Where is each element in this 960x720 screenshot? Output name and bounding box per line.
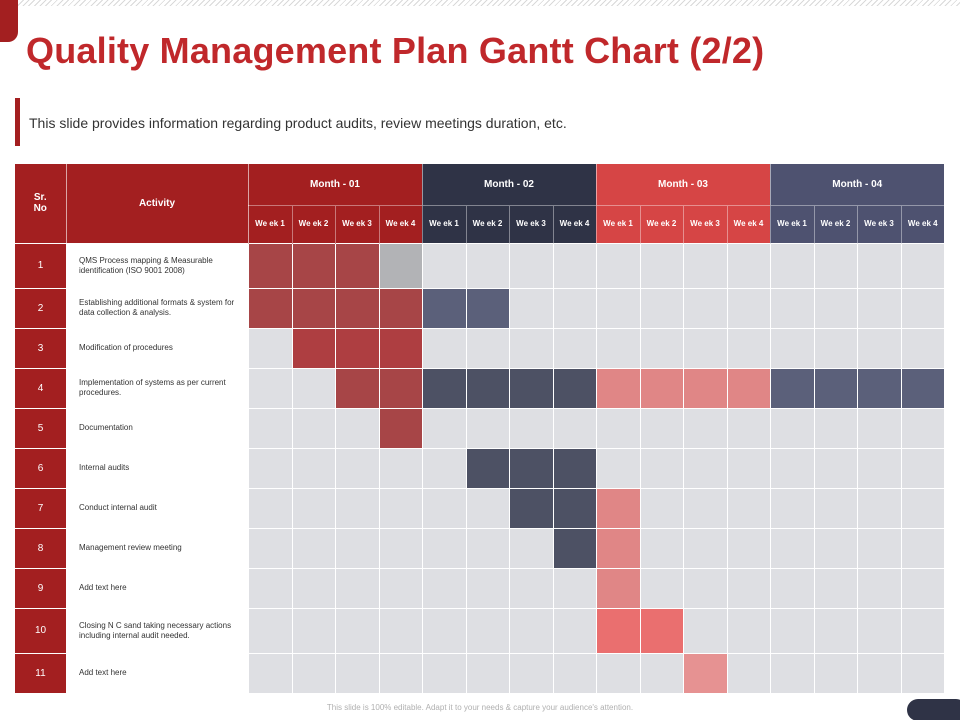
gantt-bar-cell — [683, 368, 727, 408]
gantt-empty-cell — [683, 408, 727, 448]
gantt-bar-cell — [770, 368, 814, 408]
row-activity: Documentation — [66, 408, 248, 448]
gantt-bar-cell — [596, 568, 640, 608]
gantt-empty-cell — [335, 608, 379, 653]
row-activity: Implementation of systems as per current procedures. — [66, 368, 248, 408]
gantt-bar-cell — [292, 328, 335, 368]
row-activity: Establishing additional formats & system for data collection & analysis. — [66, 288, 248, 328]
gantt-empty-cell — [422, 408, 466, 448]
gantt-empty-cell — [379, 568, 422, 608]
week-header-m1-w3: We ek 3 — [335, 205, 379, 243]
gantt-empty-cell — [422, 653, 466, 693]
week-header-m4-w2: We ek 2 — [814, 205, 857, 243]
gantt-empty-cell — [553, 408, 596, 448]
gantt-empty-cell — [248, 568, 292, 608]
table-row — [15, 408, 944, 448]
gantt-bar-cell — [335, 368, 379, 408]
gantt-empty-cell — [292, 528, 335, 568]
gantt-empty-cell — [466, 568, 509, 608]
gantt-empty-cell — [683, 608, 727, 653]
gantt-empty-cell — [379, 653, 422, 693]
gantt-bar-cell — [901, 368, 944, 408]
corner-tab — [0, 0, 18, 42]
gantt-empty-cell — [857, 243, 901, 288]
gantt-empty-cell — [814, 408, 857, 448]
gantt-bar-cell — [596, 528, 640, 568]
gantt-empty-cell — [770, 528, 814, 568]
gantt-empty-cell — [596, 448, 640, 488]
gantt-empty-cell — [509, 243, 553, 288]
gantt-empty-cell — [683, 288, 727, 328]
table-row — [15, 488, 944, 528]
gantt-empty-cell — [422, 608, 466, 653]
gantt-empty-cell — [292, 488, 335, 528]
gantt-empty-cell — [596, 653, 640, 693]
month-header-row — [15, 164, 944, 205]
gantt-empty-cell — [466, 328, 509, 368]
slide-subtitle: This slide provides information regarding product audits, review meetings duration, etc. — [29, 115, 567, 131]
gantt-empty-cell — [422, 568, 466, 608]
gantt-empty-cell — [596, 328, 640, 368]
gantt-empty-cell — [466, 653, 509, 693]
week-header-m4-w4: We ek 4 — [901, 205, 944, 243]
row-sr-no: 9 — [15, 568, 66, 608]
gantt-empty-cell — [727, 568, 770, 608]
gantt-empty-cell — [335, 568, 379, 608]
gantt-empty-cell — [466, 488, 509, 528]
gantt-empty-cell — [814, 528, 857, 568]
row-sr-no: 3 — [15, 328, 66, 368]
gantt-empty-cell — [683, 243, 727, 288]
table-row — [15, 328, 944, 368]
gantt-empty-cell — [248, 528, 292, 568]
gantt-empty-cell — [248, 488, 292, 528]
gantt-empty-cell — [335, 528, 379, 568]
gantt-empty-cell — [379, 488, 422, 528]
week-header-m1-w1: We ek 1 — [248, 205, 292, 243]
gantt-empty-cell — [509, 408, 553, 448]
gantt-empty-cell — [901, 408, 944, 448]
week-header-m3-w3: We ek 3 — [683, 205, 727, 243]
gantt-empty-cell — [770, 288, 814, 328]
gantt-empty-cell — [292, 448, 335, 488]
week-header-m2-w3: We ek 3 — [509, 205, 553, 243]
month-04-header: Month - 04 — [770, 164, 944, 205]
gantt-empty-cell — [727, 448, 770, 488]
gantt-empty-cell — [727, 528, 770, 568]
gantt-bar-cell — [727, 368, 770, 408]
month-02-header: Month - 02 — [422, 164, 596, 205]
gantt-empty-cell — [683, 328, 727, 368]
gantt-empty-cell — [640, 408, 683, 448]
gantt-empty-cell — [292, 653, 335, 693]
gantt-empty-cell — [857, 528, 901, 568]
gantt-empty-cell — [857, 408, 901, 448]
gantt-empty-cell — [640, 288, 683, 328]
gantt-empty-cell — [814, 328, 857, 368]
gantt-empty-cell — [640, 328, 683, 368]
gantt-empty-cell — [814, 448, 857, 488]
gantt-empty-cell — [814, 653, 857, 693]
gantt-empty-cell — [901, 608, 944, 653]
gantt-bar-cell — [422, 368, 466, 408]
row-sr-no: 5 — [15, 408, 66, 448]
gantt-empty-cell — [727, 328, 770, 368]
gantt-empty-cell — [466, 408, 509, 448]
gantt-empty-cell — [379, 448, 422, 488]
gantt-empty-cell — [509, 328, 553, 368]
week-header-m3-w2: We ek 2 — [640, 205, 683, 243]
gantt-empty-cell — [292, 368, 335, 408]
gantt-empty-cell — [857, 653, 901, 693]
row-activity: QMS Process mapping & Measurable identification (ISO 9001 2008) — [66, 243, 248, 288]
gantt-table — [15, 164, 945, 694]
gantt-bar-cell — [335, 243, 379, 288]
gantt-bar-cell — [466, 448, 509, 488]
gantt-bar-cell — [335, 328, 379, 368]
gantt-bar-cell — [379, 368, 422, 408]
gantt-empty-cell — [422, 448, 466, 488]
gantt-empty-cell — [422, 243, 466, 288]
gantt-bar-cell — [596, 608, 640, 653]
gantt-bar-cell — [640, 368, 683, 408]
month-03-header: Month - 03 — [596, 164, 770, 205]
gantt-empty-cell — [727, 653, 770, 693]
gantt-empty-cell — [814, 288, 857, 328]
gantt-empty-cell — [640, 448, 683, 488]
gantt-empty-cell — [770, 568, 814, 608]
week-header-m4-w1: We ek 1 — [770, 205, 814, 243]
gantt-empty-cell — [770, 608, 814, 653]
gantt-bar-cell — [335, 288, 379, 328]
gantt-bar-cell — [640, 608, 683, 653]
week-header-m1-w4: We ek 4 — [379, 205, 422, 243]
gantt-empty-cell — [292, 408, 335, 448]
gantt-empty-cell — [640, 488, 683, 528]
gantt-empty-cell — [814, 608, 857, 653]
gantt-bar-cell — [248, 243, 292, 288]
gantt-bar-cell — [379, 408, 422, 448]
gantt-empty-cell — [248, 408, 292, 448]
row-activity: Internal audits — [66, 448, 248, 488]
activity-header: Activity — [66, 164, 248, 243]
gantt-bar-cell — [857, 368, 901, 408]
gantt-empty-cell — [553, 608, 596, 653]
footer-tab — [907, 699, 960, 720]
gantt-empty-cell — [596, 408, 640, 448]
gantt-empty-cell — [509, 528, 553, 568]
gantt-empty-cell — [553, 288, 596, 328]
gantt-empty-cell — [248, 653, 292, 693]
gantt-empty-cell — [683, 568, 727, 608]
gantt-empty-cell — [683, 448, 727, 488]
gantt-empty-cell — [379, 608, 422, 653]
gantt-empty-cell — [727, 608, 770, 653]
sr-no-header: Sr. No — [15, 164, 66, 243]
row-sr-no: 2 — [15, 288, 66, 328]
gantt-empty-cell — [335, 408, 379, 448]
gantt-empty-cell — [335, 448, 379, 488]
gantt-empty-cell — [770, 408, 814, 448]
row-activity: Conduct internal audit — [66, 488, 248, 528]
gantt-empty-cell — [248, 448, 292, 488]
row-sr-no: 1 — [15, 243, 66, 288]
gantt-empty-cell — [814, 568, 857, 608]
gantt-empty-cell — [770, 243, 814, 288]
gantt-empty-cell — [727, 243, 770, 288]
top-stripe — [0, 0, 960, 6]
row-activity: Add text here — [66, 568, 248, 608]
gantt-empty-cell — [466, 528, 509, 568]
gantt-empty-cell — [379, 528, 422, 568]
row-sr-no: 8 — [15, 528, 66, 568]
gantt-empty-cell — [857, 328, 901, 368]
week-header-m2-w4: We ek 4 — [553, 205, 596, 243]
table-row — [15, 568, 944, 608]
gantt-empty-cell — [770, 653, 814, 693]
row-activity: Add text here — [66, 653, 248, 693]
table-row — [15, 288, 944, 328]
gantt-empty-cell — [814, 488, 857, 528]
gantt-empty-cell — [466, 608, 509, 653]
gantt-empty-cell — [683, 528, 727, 568]
week-header-m2-w1: We ek 1 — [422, 205, 466, 243]
row-sr-no: 4 — [15, 368, 66, 408]
row-sr-no: 11 — [15, 653, 66, 693]
gantt-empty-cell — [640, 243, 683, 288]
gantt-empty-cell — [857, 288, 901, 328]
gantt-empty-cell — [553, 243, 596, 288]
gantt-empty-cell — [596, 288, 640, 328]
gantt-bar-cell — [248, 288, 292, 328]
gantt-empty-cell — [509, 653, 553, 693]
gantt-empty-cell — [553, 568, 596, 608]
gantt-empty-cell — [422, 528, 466, 568]
table-row — [15, 653, 944, 693]
gantt-bar-cell — [379, 328, 422, 368]
gantt-body — [15, 243, 944, 693]
gantt-bar-cell — [553, 368, 596, 408]
gantt-empty-cell — [553, 653, 596, 693]
gantt-empty-cell — [727, 288, 770, 328]
gantt-empty-cell — [901, 528, 944, 568]
gantt-empty-cell — [466, 243, 509, 288]
table-row — [15, 608, 944, 653]
gantt-empty-cell — [727, 488, 770, 528]
gantt-bar-cell — [596, 368, 640, 408]
gantt-empty-cell — [335, 488, 379, 528]
gantt-empty-cell — [814, 243, 857, 288]
table-row — [15, 528, 944, 568]
gantt-bar-cell — [509, 448, 553, 488]
row-sr-no: 6 — [15, 448, 66, 488]
gantt-empty-cell — [857, 448, 901, 488]
gantt-empty-cell — [857, 488, 901, 528]
gantt-empty-cell — [640, 568, 683, 608]
gantt-bar-cell — [553, 448, 596, 488]
gantt-empty-cell — [770, 448, 814, 488]
gantt-empty-cell — [292, 608, 335, 653]
row-activity: Management review meeting — [66, 528, 248, 568]
gantt-empty-cell — [509, 608, 553, 653]
row-sr-no: 7 — [15, 488, 66, 528]
gantt-empty-cell — [509, 568, 553, 608]
row-activity: Closing N C sand taking necessary actions including internal audit needed. — [66, 608, 248, 653]
gantt-empty-cell — [901, 568, 944, 608]
gantt-bar-cell — [683, 653, 727, 693]
footer-note: This slide is 100% editable. Adapt it to your needs & capture your audience's attention. — [326, 703, 634, 712]
gantt-empty-cell — [901, 288, 944, 328]
gantt-empty-cell — [901, 448, 944, 488]
gantt-bar-cell — [509, 368, 553, 408]
gantt-empty-cell — [292, 568, 335, 608]
gantt-empty-cell — [640, 653, 683, 693]
gantt-empty-cell — [248, 608, 292, 653]
gantt-bar-cell — [553, 528, 596, 568]
gantt-empty-cell — [509, 288, 553, 328]
gantt-empty-cell — [901, 653, 944, 693]
row-sr-no: 10 — [15, 608, 66, 653]
subtitle-accent-bar — [15, 98, 20, 146]
gantt-empty-cell — [596, 243, 640, 288]
gantt-bar-cell — [292, 243, 335, 288]
gantt-bar-cell — [466, 288, 509, 328]
week-header-m4-w3: We ek 3 — [857, 205, 901, 243]
gantt-empty-cell — [640, 528, 683, 568]
gantt-empty-cell — [727, 408, 770, 448]
gantt-bar-cell — [596, 488, 640, 528]
gantt-empty-cell — [857, 568, 901, 608]
table-row — [15, 368, 944, 408]
gantt-empty-cell — [335, 653, 379, 693]
table-row — [15, 448, 944, 488]
gantt-empty-cell — [857, 608, 901, 653]
gantt-empty-cell — [683, 488, 727, 528]
month-01-header: Month - 01 — [248, 164, 422, 205]
week-header-m1-w2: We ek 2 — [292, 205, 335, 243]
gantt-empty-cell — [248, 328, 292, 368]
gantt-empty-cell — [770, 328, 814, 368]
gantt-empty-cell — [553, 328, 596, 368]
gantt-empty-cell — [248, 368, 292, 408]
gantt-bar-cell — [379, 288, 422, 328]
gantt-bar-cell — [814, 368, 857, 408]
gantt-empty-cell — [901, 328, 944, 368]
row-activity: Modification of procedures — [66, 328, 248, 368]
gantt-bar-cell — [466, 368, 509, 408]
slide-title: Quality Management Plan Gantt Chart (2/2) — [26, 30, 765, 71]
gantt-bar-cell — [553, 488, 596, 528]
gantt-empty-cell — [901, 488, 944, 528]
gantt-bar-cell — [292, 288, 335, 328]
gantt-bar-cell — [379, 243, 422, 288]
gantt-empty-cell — [422, 488, 466, 528]
gantt-bar-cell — [422, 288, 466, 328]
gantt-bar-cell — [509, 488, 553, 528]
gantt-empty-cell — [770, 488, 814, 528]
week-header-m3-w1: We ek 1 — [596, 205, 640, 243]
week-header-m3-w4: We ek 4 — [727, 205, 770, 243]
gantt-empty-cell — [422, 328, 466, 368]
table-row — [15, 243, 944, 288]
gantt-empty-cell — [901, 243, 944, 288]
week-header-m2-w2: We ek 2 — [466, 205, 509, 243]
